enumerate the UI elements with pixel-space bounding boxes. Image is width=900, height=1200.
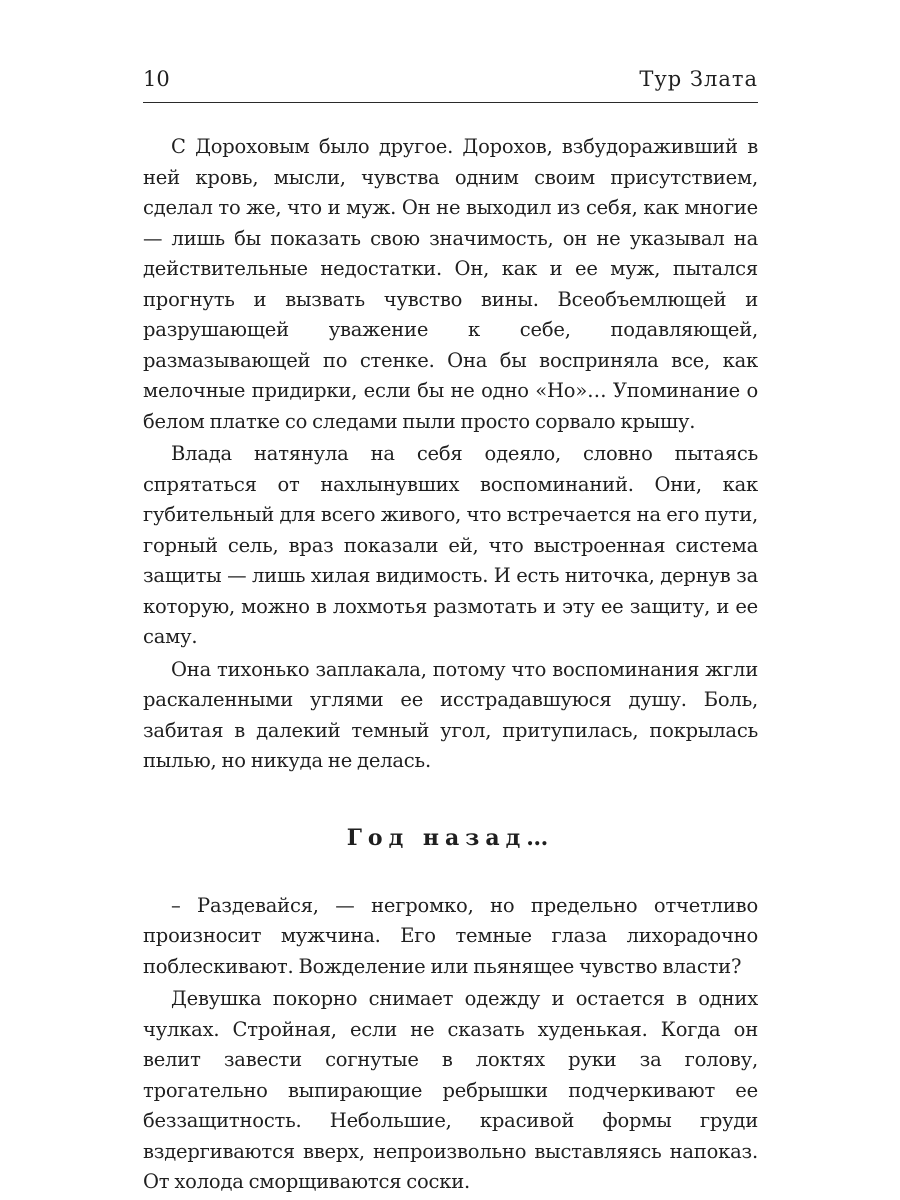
section-heading: Год назад… xyxy=(346,824,555,851)
running-title: Тур Злата xyxy=(639,67,758,91)
paragraph: – Раздевайся, — негромко, но предельно отчетливо произносит мужчина. Его темные глаза лихорадочно поблескивают. Вожделение или пьянящее чувство власти? xyxy=(143,893,758,978)
page-number: 10 xyxy=(143,67,170,91)
paragraph: С Дороховым было другое. Дорохов, взбудораживший в ней кровь, мысли, чувства одним своим присутствием, сделал то же, что и муж. Он не выходил из себя, как многие — лишь бы показать свою значимость, он не указывал на действительные недостатки. Он, как и ее муж, пытался прогнуть и вызвать чувство вины. Всеобъемлющей и разрушающей уважение к себе, подавляющей, размазывающей по стенке. Она бы восприняла все, как мелочные придирки, если бы не одно «Но»… Упоминание о белом платке со следами пыли просто сорвало крышу. xyxy=(143,135,758,433)
paragraph: Девушка покорно снимает одежду и остается в одних чулках. Стройная, если не сказать худенькая. Когда он велит завести согнутые в локтях руки за голову, трогательно выпирающие ребрышки подчеркивают ее беззащитность. Небольшие, красивой формы груди вздергиваются вверх, непроизвольно выставляясь напоказ. От холода сморщиваются соски. xyxy=(143,987,758,1193)
page-header xyxy=(143,62,758,103)
paragraph: Она тихонько заплакала, потому что воспоминания жгли раскаленными углями ее исстрадавшуюся душу. Боль, забитая в далекий темный угол, притупилась, покрылась пылью, но никуда не делась. xyxy=(143,657,758,772)
paragraph: Влада натянула на себя одеяло, словно пытаясь спрятаться от нахлынувших воспоминаний. Они, как губительный для всего живого, что встречается на его пути, горный сель, враз показали ей, что выстроенная система защиты — лишь хилая видимость. И есть ниточка, дернув за которую, можно в лохмотья размотать и эту ее защиту, и ее саму. xyxy=(143,442,758,648)
body-text xyxy=(143,132,758,1198)
